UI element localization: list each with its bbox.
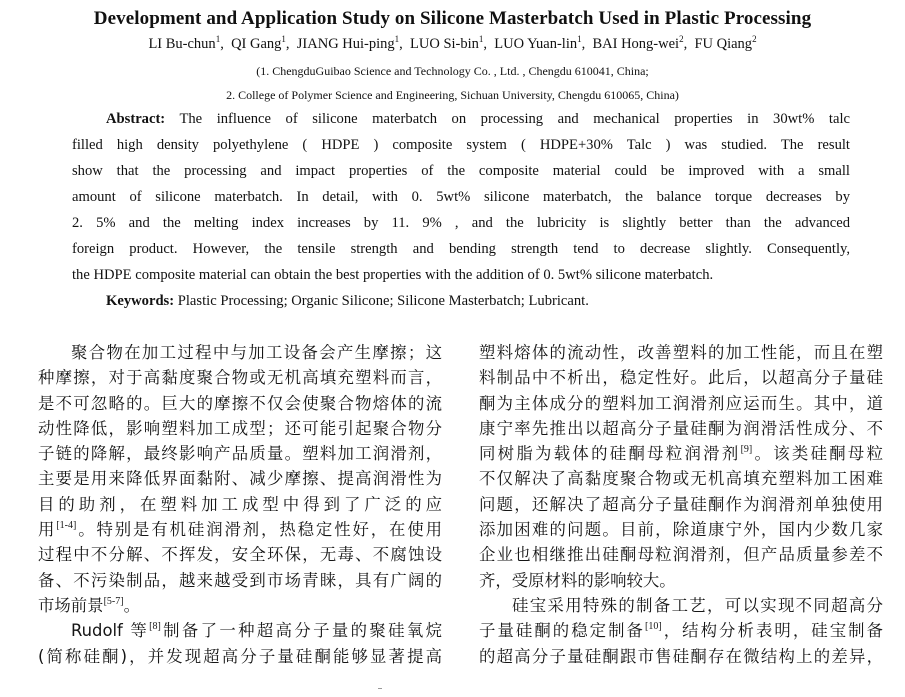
body-line	[38, 391, 442, 416]
author: LI Bu-chun$^1$	[148, 34, 221, 52]
body-line	[38, 416, 442, 441]
body-line	[479, 466, 883, 491]
body-line	[38, 492, 442, 517]
keywords-label: Keywords:	[106, 293, 175, 309]
body-text: 塑料熔体的流动性，改善塑料的加工性能，而且在塑	[479, 343, 883, 362]
citation-ref: [8]	[149, 621, 161, 633]
body-line	[479, 593, 883, 618]
body-text: 。特别是有机硅润滑剂，热稳定性好，在使用	[76, 520, 443, 540]
body-line	[479, 542, 883, 567]
body-column-right	[479, 340, 883, 669]
body-line	[38, 365, 442, 390]
body-text: 用	[38, 520, 57, 540]
keywords	[72, 288, 850, 314]
paper-title: Development and Application Study on Silicone Masterbatch Used in Plastic Processing	[93, 8, 812, 29]
body-text: 康宁率先推出以超高分子量硅酮为润滑活性成分、不	[479, 418, 883, 438]
body-text: Rudolf 等	[71, 621, 150, 641]
page-mark	[378, 688, 382, 689]
body-text: 。	[123, 595, 140, 615]
abstract-line: foreign product. However, the tensile strength and bending strength tend to decrease slightly. Consequently,	[72, 241, 850, 257]
body-text: ，结构分析表明，硅宝制备	[661, 621, 884, 641]
author: FU Qiang$^2$	[694, 34, 757, 52]
body-line	[38, 618, 442, 643]
body-line	[479, 391, 883, 416]
body-text: 不仅解决了高黏度聚合物或无机高填充塑料加工困难	[479, 469, 883, 489]
body-line	[479, 365, 883, 390]
abstract-line: Abstract: The influence of silicone materbatch on processing and mechanical properties in 30wt% talc	[106, 111, 850, 127]
body-text: 种摩擦，对于高黏度聚合物或无机高填充塑料而言，	[38, 368, 442, 388]
citation-ref: [1-4]	[56, 520, 77, 532]
body-line	[38, 517, 442, 542]
body-text: 酮为主体成分的塑料加工润滑剂应运而生。其中，道	[479, 393, 883, 413]
body-line	[479, 441, 883, 466]
body-text: 。该类硅酮母粒	[752, 444, 884, 464]
body-text: 是不可忽略的。巨大的摩擦不仅会使聚合物熔体的流	[38, 393, 442, 413]
body-text: 目的助剂，在塑料加工成型中得到了广泛的应	[38, 494, 442, 514]
body-text: 同树脂为载体的硅酮母粒润滑剂	[479, 444, 741, 464]
citation-ref: [9]	[740, 444, 753, 456]
body-line	[479, 340, 883, 365]
body-line	[479, 618, 883, 643]
citation-ref: [5-7]	[103, 595, 124, 607]
affiliation-1: (1. ChengduGuibao Science and Technology Co. , Ltd. , Chengdu 610041, China;	[256, 64, 649, 78]
body-text: 过程中不分解、不挥发，安全环保，无毒、不腐蚀设	[38, 545, 442, 565]
body-line	[38, 340, 442, 365]
author-list: LI Bu-chun$^1$, QI Gang$^1$, JIANG Hui-ping$^1$, LUO Si-bin$^1$, LUO Yuan-lin$^1$, BAI Hong-wei$^2$, FU Qiang$^2$	[148, 34, 757, 52]
abstract-line: the HDPE composite material can obtain the best properties with the addition of 0. 5wt% silicone materbatch.	[72, 267, 714, 283]
abstract-line: 2. 5% and the melting index increases by 11. 9% , and the lubricity is slightly better than the advanced	[72, 215, 850, 231]
body-line	[479, 416, 883, 441]
author: BAI Hong-wei$^2$	[592, 34, 684, 52]
body-line	[38, 568, 442, 593]
body-text: 子链的降解，最终影响产品质量。塑料加工润滑剂，	[38, 444, 442, 464]
body-line	[479, 492, 883, 517]
body-text: 问题，还解决了超高分子量硅酮作为润滑剂单独使用	[479, 494, 883, 514]
abstract	[72, 106, 850, 288]
citation-ref: [10]	[645, 621, 662, 633]
author: JIANG Hui-ping$^1$	[296, 34, 400, 52]
body-text: 动性降低，影响塑料加工成型；还可能引起聚合物分	[38, 418, 442, 438]
author: LUO Si-bin$^1$	[410, 34, 484, 52]
body-text: 聚合物在加工过程中与加工设备会产生摩擦；这	[71, 343, 442, 362]
body-text: 备、不污染制品，越来越受到市场青睐，具有广阔的	[38, 570, 442, 590]
body-text: 制备了一种超高分子量的聚硅氧烷	[160, 621, 443, 641]
body-text: 企业也相继推出硅酮母粒润滑剂，但产品质量参差不	[479, 545, 883, 565]
body-line	[38, 593, 442, 618]
abstract-label: Abstract:	[106, 111, 166, 127]
author: LUO Yuan-lin$^1$	[494, 34, 582, 52]
abstract-line: filled high density polyethylene ( HDPE ) composite system ( HDPE+30% Talc ) was studied. The result	[72, 137, 850, 153]
body-line	[38, 441, 442, 466]
abstract-line: amount of silicone materbatch. In detail, with 0. 5wt% silicone materbatch, the balance torque decreases by	[72, 189, 850, 205]
body-line	[479, 644, 883, 669]
body-text: 的超高分子量硅酮跟市售硅酮存在微结构上的差异，	[479, 646, 883, 666]
body-text: (简称硅酮)，并发现超高分子量硅酮能够显著提高	[38, 646, 442, 666]
body-text: 添加困难的问题。目前，除道康宁外，国内少数几家	[479, 520, 883, 540]
body-column-left	[38, 340, 442, 669]
body-line	[38, 542, 442, 567]
keywords-text: Plastic Processing; Organic Silicone; Silicone Masterbatch; Lubricant.	[177, 293, 589, 309]
body-line	[479, 568, 883, 593]
body-text: 市场前景	[38, 595, 104, 615]
body-text: 主要是用来降低界面黏附、减少摩擦、提高润滑性为	[38, 469, 442, 489]
body-line	[38, 466, 442, 491]
body-text: 齐，受原材料的影响较大。	[479, 570, 676, 590]
abstract-line: show that the processing and impact properties of the composite material could be improved with a small	[72, 163, 850, 179]
body-text: 硅宝采用特殊的制备工艺，可以实现不同超高分	[512, 595, 883, 615]
body-text: 子量硅酮的稳定制备	[479, 621, 645, 641]
body-text: 料制品中不析出，稳定性好。此后，以超高分子量硅	[479, 368, 883, 388]
body-line	[38, 644, 442, 669]
author: QI Gang$^1$	[231, 34, 286, 52]
affiliation-2: 2. College of Polymer Science and Engineering, Sichuan University, Chengdu 610065, China)	[226, 88, 679, 102]
body-line	[479, 517, 883, 542]
